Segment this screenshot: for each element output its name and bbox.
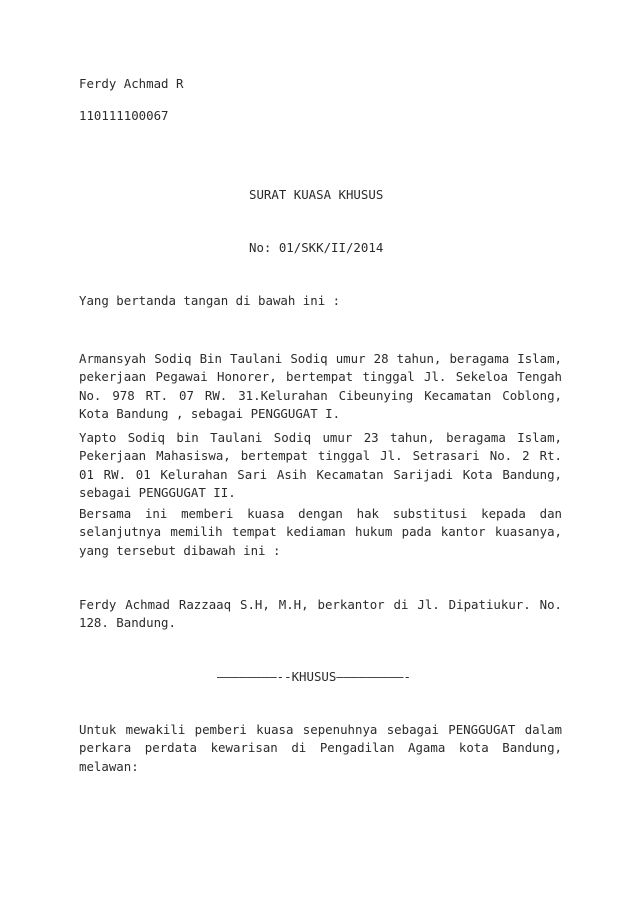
document-number: No: 01/SKK/II/2014 [249,240,384,255]
student-id: 110111100067 [79,108,169,123]
author-name: Ferdy Achmad R [79,76,184,91]
paragraph-plaintiff-1: Armansyah Sodiq Bin Taulani Sodiq umur 28 tahun, beragama Islam, pekerjaan Pegawai Honorer, bertempat tinggal Jl. Sekeloa Tengah No. 978 RT. 07 RW. 31.Kelurahan Cibeunying Kecamatan Coblong, Kota Bandung , sebagai PENGGUGAT I. [79,351,562,421]
paragraph-power-of-attorney: Bersama ini memberi kuasa dengan hak substitusi kepada dan selanjutnya memilih tempat kediaman hukum pada kantor kuasanya, yang tersebut dibawah ini : [79,506,562,558]
paragraph-purpose: Untuk mewakili pemberi kuasa sepenuhnya sebagai PENGGUGAT dalam perkara perdata kewarisan di Pengadilan Agama kota Bandung, melawan: [79,722,562,774]
intro-line: Yang bertanda tangan di bawah ini : [79,293,341,308]
paragraph-plaintiff-2: Yapto Sodiq bin Taulani Sodiq umur 23 tahun, beragama Islam, Pekerjaan Mahasiswa, bertempat tinggal Jl. Setrasari No. 2 Rt. 01 RW. 01 Kelurahan Sari Asih Kecamatan Sarijadi Kota Bandung, sebagai PENGGUGAT II. [79,430,562,500]
khusus-separator: ————————--KHUSUS—————————- [217,669,411,684]
document-title: SURAT KUASA KHUSUS [249,187,384,202]
paragraph-attorney: Ferdy Achmad Razzaaq S.H, M.H, berkantor di Jl. Dipatiukur. No. 128. Bandung. [79,597,562,631]
